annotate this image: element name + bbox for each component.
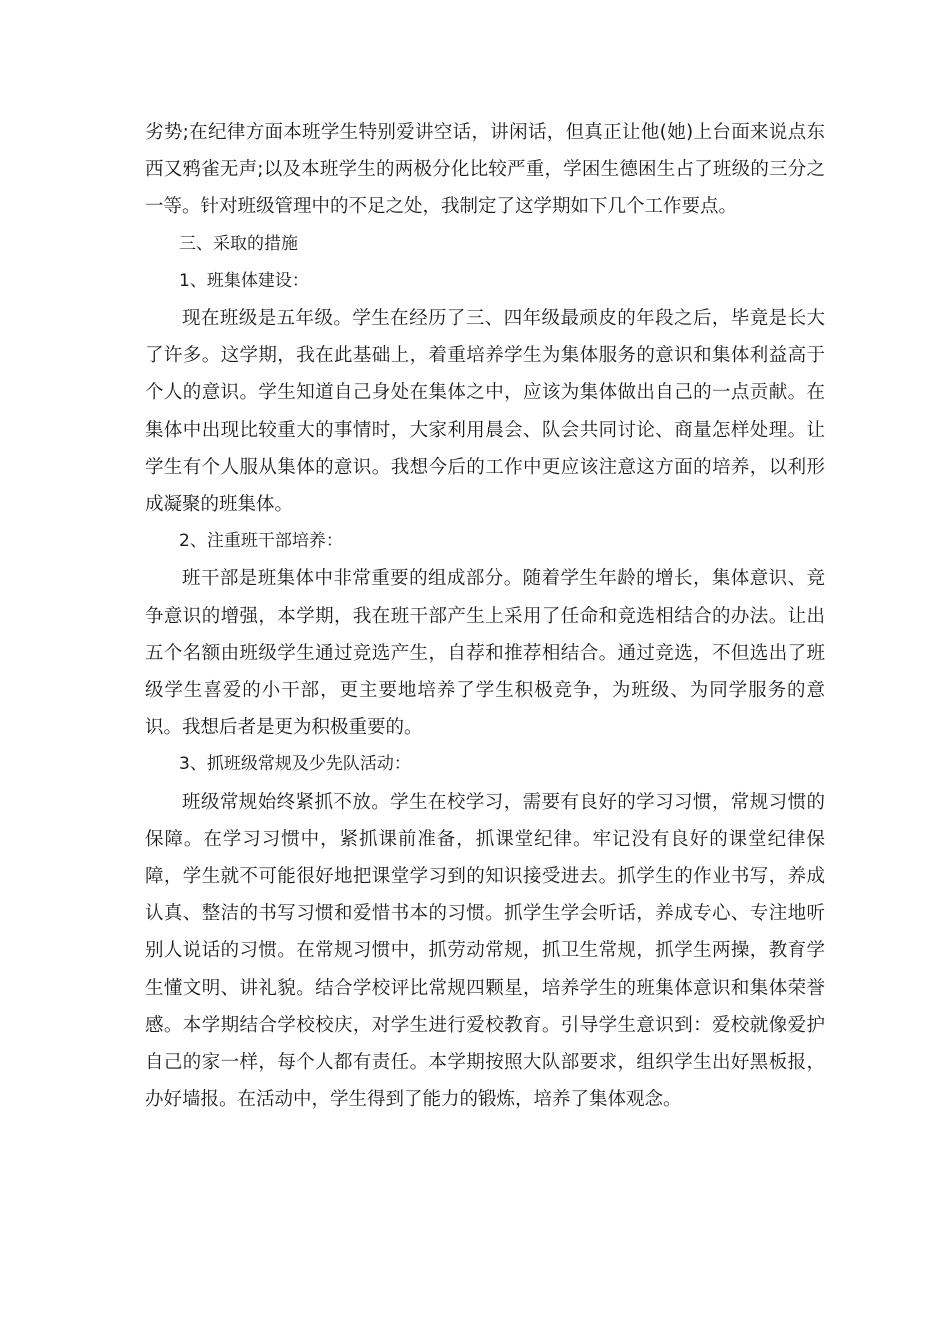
document-body <box>145 114 825 1118</box>
subheading-class-routine: 3、抓班级常规及少先队活动： <box>179 754 411 775</box>
paragraph-class-routine: 班级常规始终紧抓不放。学生在校学习，需要有良好的学习习惯，常规习惯的保障。在学习习惯中，紧抓课前准备，抓课堂纪律。牢记没有良好的课堂纪律保障，学生就不可能很好地把课堂学习到的知识接受进去。抓学生的作业书写，养成认真、整洁的书写习惯和爱惜书本的习惯。抓学生学会听话，养成专心、专注地听别人说话的习惯。在常规习惯中，抓劳动常规，抓卫生常规，抓学生两操，教育学生懂文明、讲礼貌。结合学校评比常规四颗星，培养学生的班集体意识和集体荣誉感。本学期结合学校校庆，对学生进行爱校教育。引导学生意识到：爱校就像爱护自己的家一样，每个人都有责任。本学期按照大队部要求，组织学生出好黑板报，办好墙报。在活动中，学生得到了能力的锻炼，培养了集体观念。 <box>145 791 825 1111</box>
paragraph-class-cadres: 班干部是班集体中非常重要的组成部分。随着学生年龄的增长，集体意识、竞争意识的增强，本学期，我在班干部产生上采用了任命和竞选相结合的办法。让出五个名额由班级学生通过竞选产生，自荐和推荐相结合。通过竞选，不但选出了班级学生喜爱的小干部，更主要地培养了学生积极竞争，为班级、为同学服务的意识。我想后者是更为积极重要的。 <box>145 568 825 739</box>
paragraph-class-building: 现在班级是五年级。学生在经历了三、四年级最顽皮的年段之后，毕竟是长大了许多。这学期，我在此基础上，着重培养学生为集体服务的意识和集体利益高于个人的意识。学生知道自己身处在集体之中，应该为集体做出自己的一点贡献。在集体中出现比较重大的事情时，大家利用晨会、队会共同讨论、商量怎样处理。让学生有个人服从集体的意识。我想今后的工作中更应该注意这方面的培养，以利形成凝聚的班集体。 <box>145 308 825 516</box>
subheading-class-cadres: 2、注重班干部培养： <box>179 531 343 552</box>
section-heading-measures: 三、采取的措施 <box>179 233 298 254</box>
paragraph-continued: 劣势;在纪律方面本班学生特别爱讲空话，讲闲话，但真正让他(她)上台面来说点东西又鸦雀无声;以及本班学生的两极分化比较严重，学困生德困生占了班级的三分之一等。针对班级管理中的不足之处，我制定了这学期如下几个工作要点。 <box>145 122 825 218</box>
subheading-class-building: 1、班集体建设： <box>179 270 309 291</box>
